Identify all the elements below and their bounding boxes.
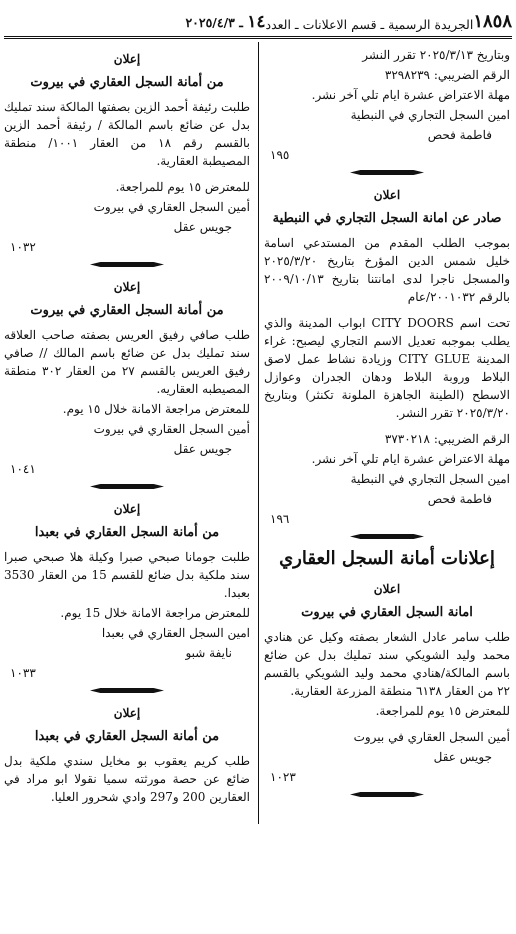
separator-ornament [4,684,250,696]
notice-subheading: من أمانة السجل العقاري في بعبدا [34,525,220,540]
gazette-title: الجريدة الرسمية ـ قسم الاعلانات ـ العدد [265,17,474,32]
issue-date: ـ ٢٠٢٥/٤/٣ [185,15,243,30]
notice-body: بموجب الطلب المقدم من المستدعي اسامة خليل شمس الدين المؤرخ بتاريخ ٢٠٢٥/٣/٢٠ والمسجل ناجرا لدى امانتنا بتاريخ ٢٠٠٩/١٠/١٣ بالرقم ٢٠٠١٠٣٢/عام [264,236,510,304]
issue-number: ١٤ [247,12,266,32]
signature: جويس عقل [173,220,232,234]
objection-deadline: مهلة الاعتراض عشرة ايام تلي آخر نشر. [311,452,510,466]
notice-subheading: من أمانة السجل العقاري في بعبدا [34,729,220,744]
objection-period: للمعترض مراجعة الامانة خلال ١٥ يوم. [62,402,250,416]
notice-number: ١٠٣٢ [10,240,36,254]
objection-period: للمعترض مراجعة الامانة خلال 15 يوم. [60,606,250,620]
office-name: امين السجل العقاري في بعبدا [101,626,250,640]
notice-heading: إعلان [113,52,141,66]
office-name: امين السجل التجاري في النبطية [350,472,510,486]
right-column [264,46,510,808]
signature: جويس عقل [433,750,492,764]
separator-ornament [264,530,510,542]
office-name: أمين السجل العقاري في بيروت [353,730,510,744]
notice-body: تحت اسم CITY DOORS ابواب المدينة والذي يطلب بموجبه تعديل الاسم التجاري ليصبح: غراء المدينة CITY GLUE وزيادة نشاط عمل لاصق البلاط وروبة البلاط ودهان الجدران وعوازل الاسطح (الطينة الجاهزة الملونة تكنثر) وبتاريخ ٢٠٢٥/٣/٢٠ تقرر النشر. [264,316,511,420]
notice-number: ١٠٣٣ [10,666,36,680]
page-number: ١٨٥٨ [473,11,512,32]
signature: فاطمة فحص [427,128,492,142]
separator-ornament [4,480,250,492]
text-line: وبتاريخ ٢٠٢٥/٣/١٣ تقرر النشر [362,48,510,62]
notice-heading: إعلان [113,280,141,294]
section-title: إعلانات أمانة السجل العقاري [279,548,495,569]
office-name: أمين السجل العقاري في بيروت [93,422,250,436]
column-divider [258,42,259,824]
text-line: امين السجل التجاري في النبطية [350,108,510,122]
tax-id: الرقم الضريبي: ٣٧٣٠٢١٨ [384,432,510,446]
notice-subheading: امانة السجل العقاري في بيروت [301,605,473,620]
text-line: الرقم الضريبي: ٣٢٩٨٢٣٩ [384,68,510,82]
signature: جويس عقل [173,442,232,456]
notice-heading: إعلان [113,706,141,720]
notice-number: ١٩٦ [270,512,290,526]
notice-body: طلب كريم يعقوب بو مخايل سندي ملكية بدل ضائع عن حصة مورثته سميا نقولا ابو مراد في العقارين 200 و297 وادي شحرور العليا. [4,754,250,804]
notice-body: طلبت جومانا صبحي صبرا وكيلة هلا صبحي صبرا سند ملكية بدل ضائع للقسم 15 من العقار 3530 بعبدا. [4,550,250,600]
separator-ornament [4,258,250,270]
page-header [4,6,512,32]
notice-body: طلب سامر عادل الشعار بصفته وكيل عن هنادي محمد وليد الشويكي سند تمليك بدل عن ضائع باسم المالكة/هنادي محمد وليد الشويكي بالقسم ٢٢ من العقار ٦١٣٨ منطقة المزرعة العقارية. [264,630,510,698]
office-name: أمين السجل العقاري في بيروت [93,200,250,214]
left-column [4,46,250,808]
notice-number: ١٠٢٣ [270,770,296,784]
text-line: مهلة الاعتراض عشرة ايام تلي آخر نشر. [311,88,510,102]
notice-body: طلبت رئيفة أحمد الزين بصفتها المالكة سند تمليك بدل عن ضائع باسم المالكة / رئيفة أحمد الزين بالقسم رقم ١٨ من العقار ١٠٠١/ منطقة المصيطبة العقارية. [4,100,250,168]
notice-heading: اعلان [373,582,401,596]
signature: فاطمة فحص [427,492,492,506]
header-rule [4,36,512,39]
objection-period: للمعترض ١٥ يوم للمراجعة. [115,180,250,194]
notice-number: ١٠٤١ [10,462,36,476]
issue-info [185,12,265,32]
signature: نايفة شبو [185,646,232,660]
notice-subheading: صادر عن امانة السجل التجاري في النبطية [272,211,502,226]
separator-ornament [264,788,510,800]
separator-ornament [264,166,510,178]
notice-body: طلب صافي رفيق العريس بصفته صاحب العلاقه سند تمليك بدل عن ضائع باسم المالك // صافي رفيق العريس بالقسم ٢٧ من العقار ٣٠٢ منطقة المصيطبه العقاريه. [4,328,250,396]
notice-number: ١٩٥ [270,148,290,162]
notice-heading: اعلان [373,188,401,202]
objection-period: للمعترض ١٥ يوم للمراجعة. [375,704,510,718]
notice-subheading: من أمانة السجل العقاري في بيروت [30,303,224,318]
notice-heading: إعلان [113,502,141,516]
notice-subheading: من أمانة السجل العقاري في بيروت [30,75,224,90]
